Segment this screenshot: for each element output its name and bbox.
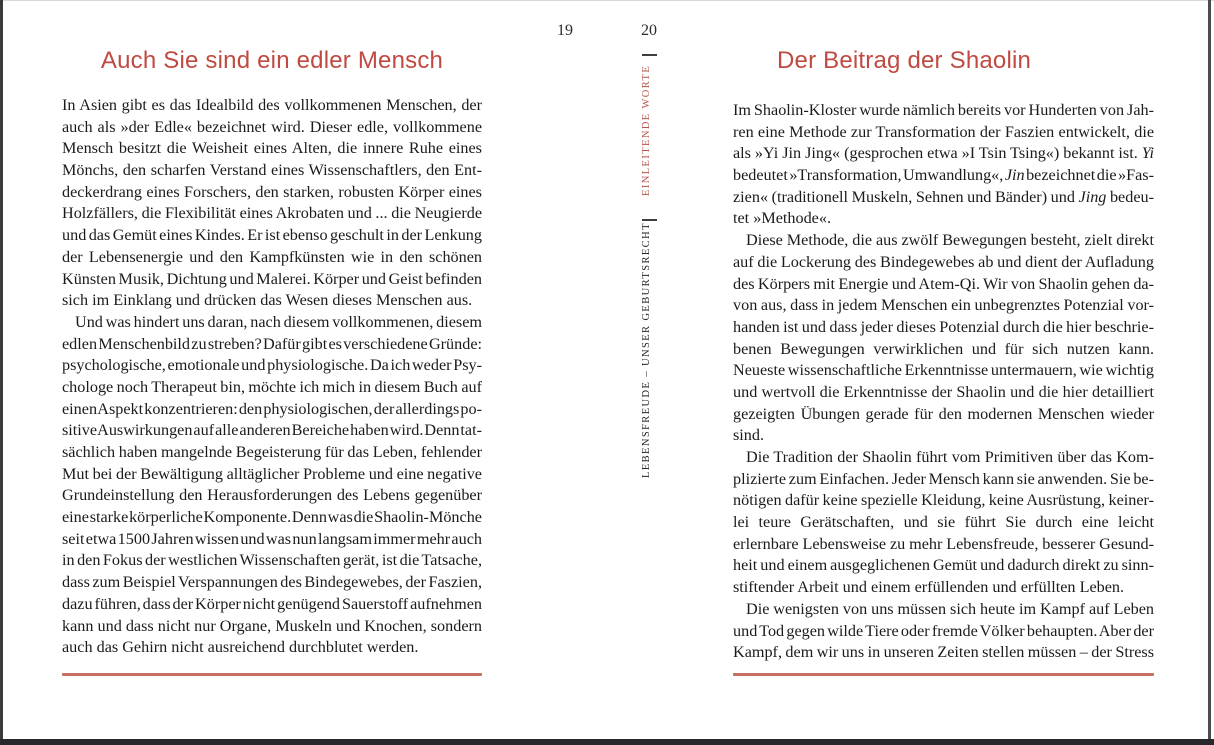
text-line: sächlich haben mangelnde Begeisterung für das Leben, fehlender xyxy=(62,443,482,461)
text-line: und wertvoll die Erkenntnisse der Shaolin und die hier detailliert xyxy=(733,382,1154,401)
page-number-right: 20 xyxy=(641,22,657,39)
text-line: von aus, dass in jedem Menschen ein unbegrenztes Potenzial vor- xyxy=(733,296,1154,315)
text-line: Die wenigsten von uns müssen sich heute im Kampf auf Leben xyxy=(746,599,1154,618)
text-line: Neueste wissenschaftliche Erkenntnisse untermauern, wie wichtig xyxy=(733,361,1154,380)
text-line: des Körpers mit Energie und Atem-Qi. Wir von Shaolin gehen da- xyxy=(733,274,1154,293)
text-line: und das Gemüt eines Kindes. Er ist ebenso geschult in der Lenkung xyxy=(62,226,482,245)
right-page xyxy=(733,46,1154,664)
text-line: kann und dass nicht nur Organe, Muskeln und Knochen, sondern xyxy=(62,616,482,635)
text-line: psychologische, emotionale und physiologische. Da ich weder Psy- xyxy=(62,356,482,375)
window-border-top xyxy=(0,0,1214,1)
text-line: stiftender Arbeit und einem erfüllenden und erfüllten Leben. xyxy=(733,578,1125,597)
chapter-title-right: Der Beitrag der Shaolin xyxy=(777,47,1032,74)
text-line: sind. xyxy=(733,426,765,445)
text-line: Mensch besitzt die Weisheit eines Alten, die innere Ruhe eines xyxy=(62,139,482,158)
text-line: deckerdrang eines Forschers, den starken, robusten Körper eines xyxy=(62,182,482,201)
running-head-divider-top xyxy=(642,54,657,56)
page-number-left: 19 xyxy=(557,22,573,39)
text-line: Im Shaolin-Kloster wurde nämlich bereits vor Hunderten von Jah- xyxy=(733,101,1154,119)
text-line: gezeigten Übungen gerade für den modernen Menschen wieder xyxy=(733,404,1154,423)
text-line: benen Bewegungen verwirklichen und für sich nutzen kann. xyxy=(733,339,1154,358)
text-line: Mut bei der Bewältigung alltäglicher Probleme und eine negative xyxy=(62,464,482,483)
text-line: auch das Gehirn nicht ausreichend durchblutet werden. xyxy=(62,638,419,657)
text-line: zien« (traditionell Muskeln, Sehnen und Bänder) und Jing bedeu- xyxy=(733,187,1155,206)
text-line: tet »Methode«. xyxy=(733,209,832,228)
text-line: In Asien gibt es das Idealbild des vollkommenen Menschen, der xyxy=(62,96,482,114)
running-head-book-title: LEBENSFREUDE – UNSER GEBURTSRECHT xyxy=(641,222,652,478)
window-border-left xyxy=(0,0,3,745)
text-line: Holzfällers, die Flexibilität eines Akrobaten und ... die Neugierde xyxy=(62,204,482,223)
text-line: heit und einem ausgeglichenen Gemüt und dadurch direkt zu sinn- xyxy=(733,556,1154,575)
running-head-chapter: EINLEITENDE WORTE xyxy=(641,64,652,196)
right-page-body-text xyxy=(733,100,1154,664)
text-line: handen ist und dass jeder dieses Potenzial durch die hier beschrie- xyxy=(733,317,1154,336)
text-line: bedeutet »Transformation, Umwandlung«, Jin bezeichnet die »Fas- xyxy=(733,166,1154,185)
footer-rule-right xyxy=(733,673,1154,676)
text-line: als »Yi Jin Jing« (gesprochen etwa »I Tsin Tsing«) bekannt ist. Yi xyxy=(733,144,1154,163)
window-border-bottom xyxy=(0,739,1214,745)
text-line: dazu führen, dass der Körper nicht genügend Sauerstoff aufnehmen xyxy=(62,594,482,613)
window-border-right xyxy=(1208,0,1211,745)
footer-rule-left xyxy=(62,673,482,676)
text-line: sich im Einklang und drücken das Wesen dieses Menschen aus. xyxy=(62,291,473,310)
text-line: dass zum Beispiel Verspannungen des Bindegewebes, der Faszien, xyxy=(62,573,482,592)
text-line: edlen Menschenbild zu streben? Dafür gibt es verschiedene Gründe: xyxy=(62,334,482,353)
text-line: ren eine Methode zur Transformation der Faszien entwickelt, die xyxy=(733,122,1154,141)
text-line: Grundeinstellung den Herausforderungen des Lebens gegenüber xyxy=(62,486,482,505)
text-line: seit etwa 1500 Jahren wissen und was nun langsam immer mehr auch xyxy=(62,529,482,548)
left-page-body-text xyxy=(62,95,482,659)
text-line: einen Aspekt konzentrieren: den physiologischen, der allerdings po- xyxy=(62,399,482,418)
text-line: und Tod gegen wilde Tiere oder fremde Völker behaupten. Aber der xyxy=(733,621,1154,640)
left-page xyxy=(62,46,482,659)
text-line: eine starke körperliche Komponente. Denn was die Shaolin-Mönche xyxy=(62,508,482,527)
text-line: Künsten Musik, Dichtung und Malerei. Körper und Geist befinden xyxy=(62,269,482,288)
text-line: sitive Auswirkungen auf alle anderen Bereiche haben wird. Denn tat- xyxy=(62,421,482,440)
text-line: auch als »der Edle« bezeichnet wird. Dieser edle, vollkommene xyxy=(62,117,482,136)
text-line: Kampf, dem wir uns in unseren Zeiten stellen müssen – der Stress xyxy=(733,643,1154,662)
text-line: plizierte zum Einfachen. Jeder Mensch kann sie anwenden. Sie be- xyxy=(733,469,1154,488)
text-line: in den Fokus der westlichen Wissenschaften gerät, ist die Tatsache, xyxy=(62,551,482,570)
chapter-title-left: Auch Sie sind ein edler Mensch xyxy=(100,47,444,74)
text-line: chologe noch Therapeut bin, möchte ich mich in diesem Buch auf xyxy=(62,377,482,396)
text-line: Mönchs, den scharfen Verstand eines Wissenschaftlers, den Ent- xyxy=(62,161,482,180)
text-line: auf die Lockerung des Bindegewebes ab und dient der Aufladung xyxy=(733,252,1154,271)
text-line: der Lebensenergie und den Kampfkünsten wie in den schönen xyxy=(62,247,482,266)
running-head-divider-middle xyxy=(642,219,657,221)
text-line: Diese Methode, die aus zwölf Bewegungen besteht, zielt direkt xyxy=(746,231,1154,250)
text-line: Und was hindert uns daran, nach diesem vollkommenen, diesem xyxy=(75,312,482,331)
text-line: nötigen dafür keine spezielle Kleidung, keine Ausrüstung, keiner- xyxy=(733,491,1154,510)
text-line: lei teure Gerätschaften, und sie führt Sie durch eine leicht xyxy=(733,513,1154,532)
text-line: Die Tradition der Shaolin führt vom Primitiven über das Kom- xyxy=(746,448,1154,466)
text-line: erlernbare Lebensweise zu mehr Lebensfreude, besserer Gesund- xyxy=(733,534,1154,553)
